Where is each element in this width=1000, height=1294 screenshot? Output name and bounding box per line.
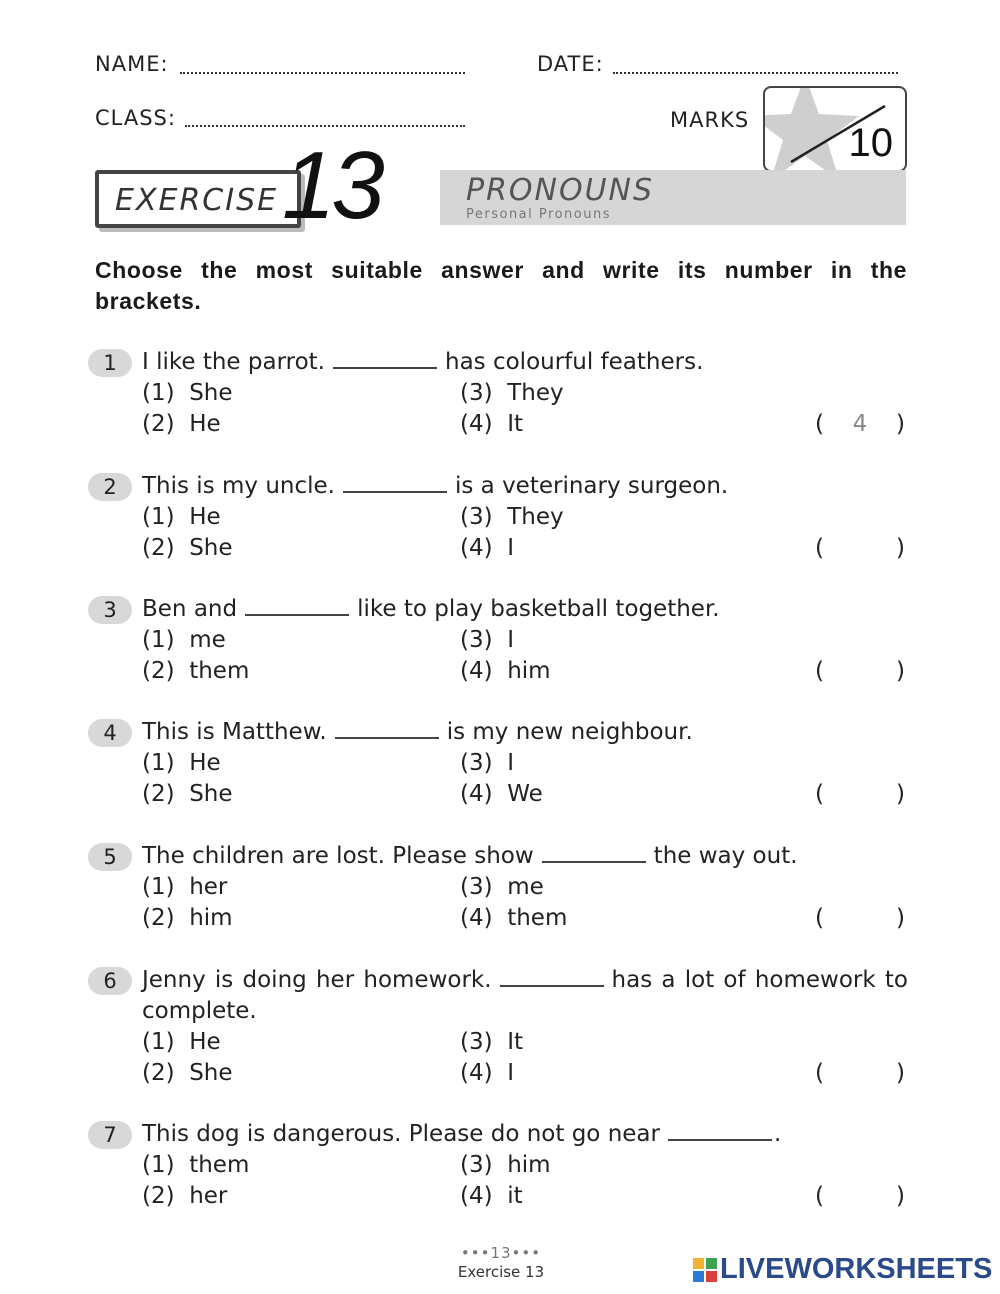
answer-bracket[interactable]: ( )	[815, 1060, 905, 1086]
option-4: (4) I	[460, 1060, 514, 1086]
name-field[interactable]	[180, 72, 465, 74]
question-number: 2	[88, 473, 132, 501]
option-2: (2) She	[142, 1060, 233, 1086]
option-4: (4) It	[460, 411, 524, 437]
question	[88, 471, 908, 571]
question-number: 7	[88, 1121, 132, 1149]
option-1: (1) He	[142, 750, 221, 776]
answer-blank	[343, 483, 447, 493]
exercise-box	[95, 170, 301, 228]
question-number: 6	[88, 967, 132, 995]
question-text: This dog is dangerous. Please do not go near .	[142, 1121, 782, 1147]
question	[88, 717, 908, 817]
liveworksheets-logo-icon	[693, 1258, 717, 1282]
exercise-word: EXERCISE	[115, 183, 279, 218]
marks-label: MARKS	[670, 108, 750, 132]
option-2: (2) She	[142, 781, 233, 807]
answer-blank	[245, 606, 349, 616]
question-text: I like the parrot. has colourful feathers.	[142, 349, 704, 375]
question	[88, 594, 908, 694]
marks-total: 10	[848, 121, 893, 165]
answer-blank	[335, 729, 439, 739]
option-2: (2) them	[142, 658, 250, 684]
date-label: DATE:	[537, 52, 604, 76]
question-text: Ben and like to play basketball together.	[142, 596, 720, 622]
answer-bracket[interactable]: ( )	[815, 781, 905, 807]
option-3: (3) I	[460, 627, 514, 653]
question-number: 5	[88, 843, 132, 871]
question-number: 3	[88, 596, 132, 624]
option-4: (4) I	[460, 535, 514, 561]
option-3: (3) They	[460, 380, 564, 406]
option-2: (2) him	[142, 905, 233, 931]
topic-title: PRONOUNS	[466, 173, 655, 208]
option-1: (1) He	[142, 504, 221, 530]
answer-blank	[500, 977, 604, 987]
date-field[interactable]	[613, 72, 898, 74]
liveworksheets-brand[interactable]: LIVEWORKSHEETS	[720, 1253, 993, 1285]
option-2: (2) her	[142, 1183, 228, 1209]
answer-bracket[interactable]: ( )	[815, 535, 905, 561]
question	[88, 841, 908, 941]
option-4: (4) him	[460, 658, 551, 684]
option-1: (1) She	[142, 380, 233, 406]
topic-bar	[440, 170, 906, 225]
question-number: 4	[88, 719, 132, 747]
answer-bracket[interactable]: ( )	[815, 658, 905, 684]
option-3: (3) I	[460, 750, 514, 776]
option-1: (1) them	[142, 1152, 250, 1178]
option-3: (3) me	[460, 874, 544, 900]
instruction: Choose the most suitable answer and write its number in the brackets.	[95, 257, 907, 314]
option-4: (4) We	[460, 781, 543, 807]
name-label: NAME:	[95, 52, 169, 76]
answer-bracket[interactable]: ( 4 )	[815, 409, 905, 440]
option-1: (1) me	[142, 627, 226, 653]
answer-bracket[interactable]: ( )	[815, 1183, 905, 1209]
question-text: This is my uncle. is a veterinary surgeon.	[142, 473, 729, 499]
question	[88, 1119, 908, 1219]
option-3: (3) him	[460, 1152, 551, 1178]
option-4: (4) it	[460, 1183, 523, 1209]
answer-blank	[542, 853, 646, 863]
question-number: 1	[88, 349, 132, 377]
question	[88, 965, 908, 1095]
exercise-number: 13	[282, 132, 381, 239]
option-4: (4) them	[460, 905, 568, 931]
option-3: (3) It	[460, 1029, 524, 1055]
marks-box	[763, 86, 907, 172]
answer-blank	[668, 1131, 772, 1141]
option-2: (2) He	[142, 411, 221, 437]
option-1: (1) He	[142, 1029, 221, 1055]
topic-subtitle: Personal Pronouns	[466, 207, 611, 222]
page-number: •••13•••	[460, 1244, 542, 1262]
question-text: The children are lost. Please show the way out.	[142, 843, 798, 869]
option-1: (1) her	[142, 874, 228, 900]
footer-exercise-label: Exercise 13	[457, 1263, 545, 1281]
class-label: CLASS:	[95, 106, 176, 130]
option-2: (2) She	[142, 535, 233, 561]
answer-bracket[interactable]: ( )	[815, 905, 905, 931]
question-text: Jenny is doing her homework. has a lot of homework to complete.	[142, 967, 908, 1024]
option-3: (3) They	[460, 504, 564, 530]
question	[88, 347, 908, 447]
question-text: This is Matthew. is my new neighbour.	[142, 719, 693, 745]
answer-blank	[333, 359, 437, 369]
class-field[interactable]	[185, 125, 465, 127]
answer-value[interactable]: 4	[852, 411, 868, 437]
